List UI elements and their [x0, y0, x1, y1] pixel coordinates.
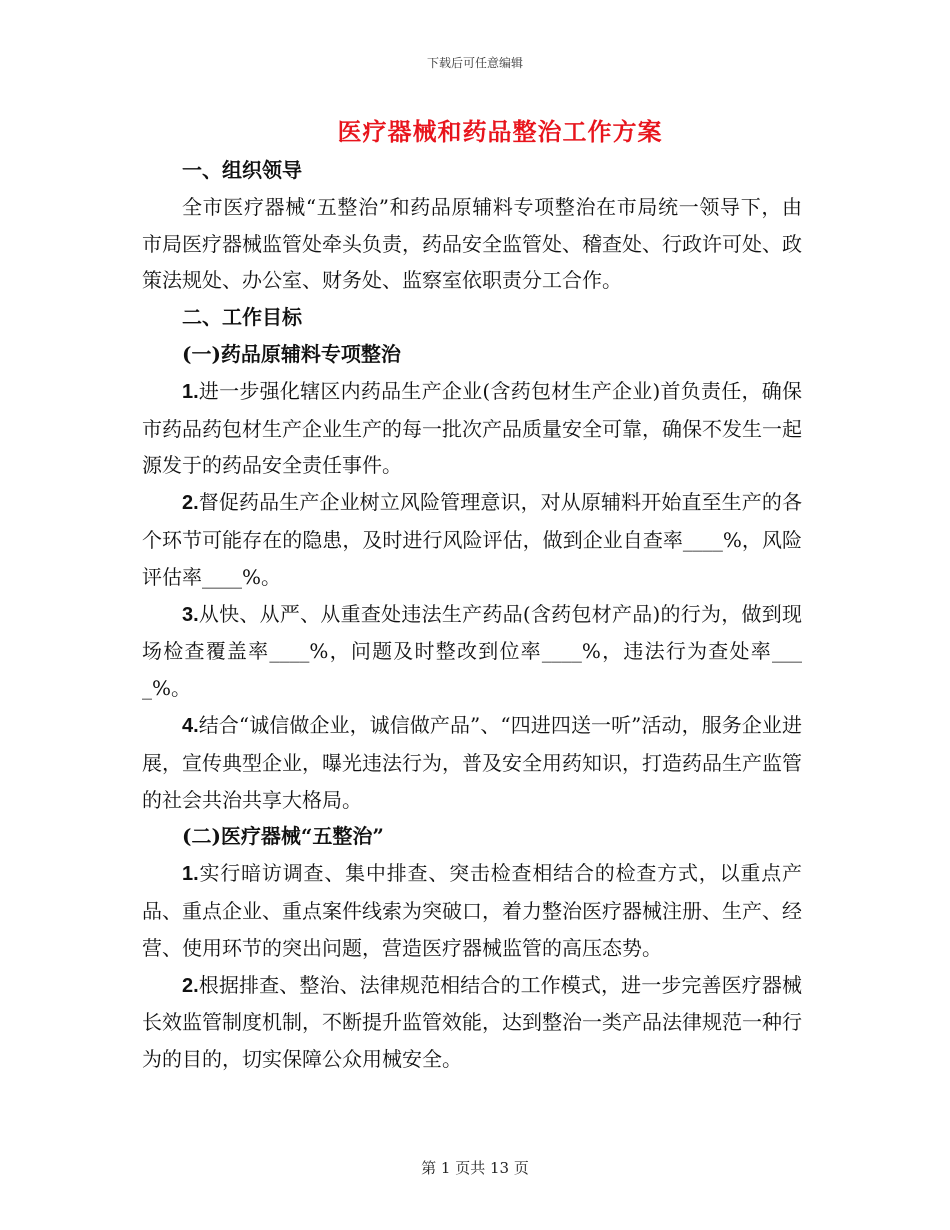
list-item	[142, 855, 802, 966]
item-number: 2.	[182, 492, 199, 515]
section-heading-goals: 二、工作目标	[182, 305, 302, 330]
list-item	[142, 373, 802, 484]
list-item	[142, 596, 802, 707]
item-number: 3.	[182, 603, 199, 626]
item-text: 督促药品生产企业树立风险管理意识，对从原辅料开始直至生产的各个环节可能存在的隐患，及时进行风险评估，做到企业自查率____%，风险评估率____%。	[142, 490, 802, 589]
subsection-heading-devices: (二)医疗器械“五整治”	[182, 824, 384, 849]
header-note: 下载后可任意编辑	[426, 56, 523, 70]
list-item	[142, 484, 802, 595]
item-text: 根据排查、整治、法律规范相结合的工作模式，进一步完善医疗器械长效监管制度机制，不断提升监管效能，达到整治一类产品法律规范一种行为的目的，切实保障公众用械安全。	[142, 972, 802, 1072]
item-number: 4.	[182, 714, 199, 737]
item-text: 结合“诚信做企业，诚信做产品”、“四进四送一听”活动，服务企业进展，宣传典型企业，曝光违法行为，普及安全用药知识，打造药品生产监管的社会共治共享大格局。	[142, 712, 802, 812]
item-text: 进一步强化辖区内药品生产企业(含药包材生产企业)首负责任，确保市药品药包材生产企业生产的每一批次产品质量安全可靠，确保不发生一起源发于的药品安全责任事件。	[142, 378, 802, 478]
list-item	[142, 967, 802, 1078]
section-heading-organization: 一、组织领导	[182, 158, 302, 182]
item-number: 2.	[182, 974, 199, 997]
item-number: 1.	[182, 380, 199, 403]
item-number: 1.	[182, 863, 199, 886]
item-text: 实行暗访调查、集中排查、突击检查相结合的检查方式，以重点产品、重点企业、重点案件线索为突破口，着力整治医疗器械注册、生产、经营、使用环节的突出问题，营造医疗器械监管的高压态势。	[142, 861, 802, 960]
document-body	[142, 152, 802, 1078]
document-title: 医疗器械和药品整治工作方案	[337, 117, 663, 146]
list-item	[142, 707, 802, 818]
page-footer: 第 1 页共 13 页	[421, 1159, 529, 1177]
subsection-heading-pharma: (一)药品原辅料专项整治	[182, 341, 401, 366]
item-text: 从快、从严、从重查处违法生产药品(含药包材产品)的行为，做到现场检查覆盖率____%，问题及时整改到位率____%，违法行为查处率____%。	[142, 601, 802, 701]
paragraph-organization: 全市医疗器械“五整治”和药品原辅料专项整治在市局统一领导下，由市局医疗器械监管处牵头负责，药品安全监管处、稽查处、行政许可处、政策法规处、办公室、财务处、监察室依职责分工合作。	[142, 194, 802, 293]
